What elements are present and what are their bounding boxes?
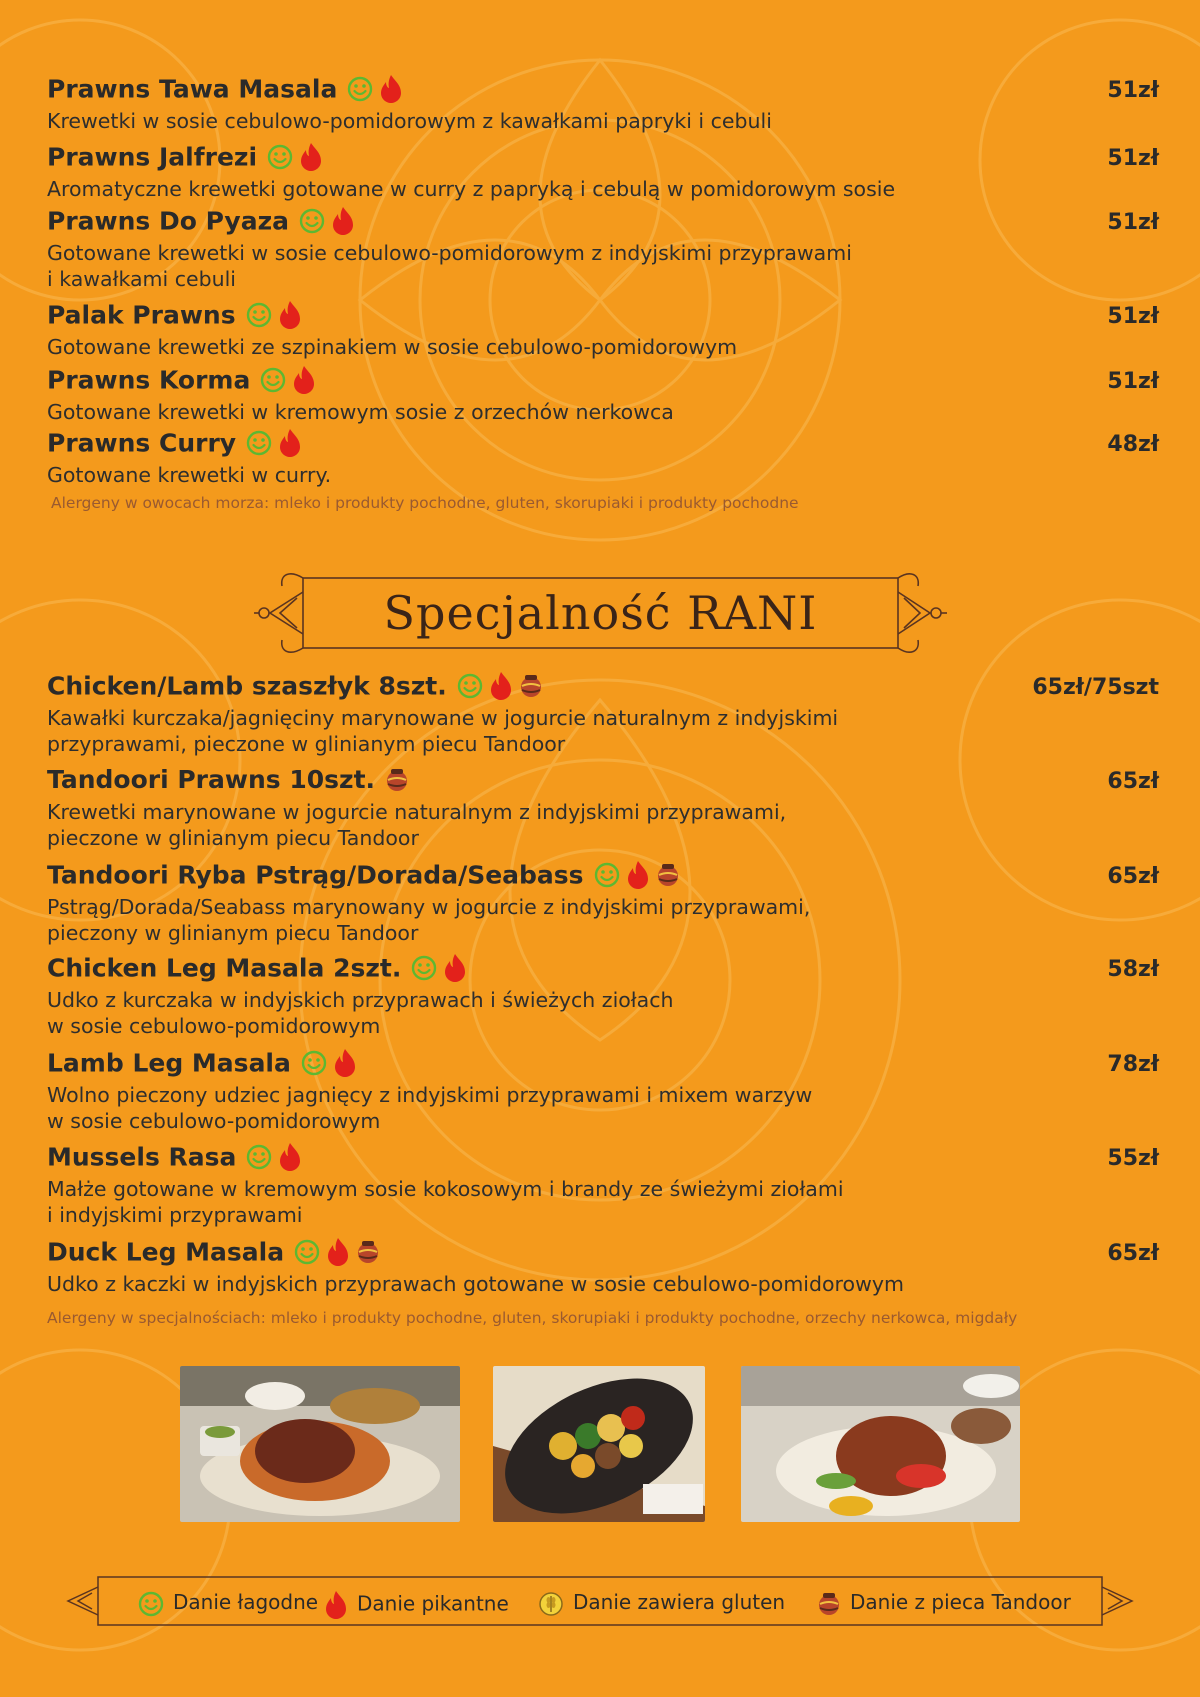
menu-item [47,1048,1159,1134]
legend-label: Danie zawiera gluten [573,1590,786,1614]
item-price: 51zł [1107,210,1159,235]
item-name: Tandoori Prawns 10szt. [47,765,376,794]
item-description: w sosie cebulowo-pomidorowym [47,1109,381,1133]
item-description: przyprawami, pieczone w glinianym piecu Tandoor [47,732,566,756]
item-icons [457,671,549,701]
legend-item [817,1590,1071,1617]
item-description: w sosie cebulowo-pomidorowym [47,1014,381,1038]
smiley-icon [246,1144,275,1170]
legend-label: Danie z pieca Tandoor [850,1590,1071,1614]
item-price: 65zł [1107,864,1159,889]
chili-flame-icon [443,953,470,983]
smiley-icon [294,1239,323,1265]
menu-item [47,1237,1159,1297]
smiley-icon [138,1590,170,1617]
item-description: Pstrąg/Dorada/Seabass marynowany w jogurcie z indyjskimi przyprawami, [47,895,811,919]
shashlik-skewers-photo [493,1366,705,1522]
item-icons [260,365,322,395]
chili-flame-icon [331,206,358,236]
menu-item [47,206,1159,292]
item-price: 65zł [1107,769,1159,794]
legend-label: Danie pikantne [357,1591,509,1616]
chili-flame-icon [326,1237,353,1267]
item-description: Udko z kurczaka w indyjskich przyprawach i świeżych ziołach [47,988,674,1012]
item-price: 78zł [1107,1052,1159,1077]
chicken-leg-photo [741,1366,1020,1522]
section-title-frame [250,570,950,660]
item-name: Lamb Leg Masala [47,1048,291,1078]
chili-flame-icon [278,428,305,458]
section-title: Specjalność RANI [383,586,818,640]
item-name: Prawns Tawa Masala [47,74,338,104]
item-description: i indyjskimi przyprawami [47,1203,303,1227]
tandoor-pot-icon [385,767,412,793]
item-price: 58zł [1107,957,1159,982]
smiley-icon [347,76,376,102]
menu-item [47,428,1159,488]
item-price: 51zł [1107,78,1159,103]
duck-leg-masala-photo [180,1366,460,1522]
item-description: Gotowane krewetki w curry. [47,463,332,487]
item-description: Gotowane krewetki w kremowym sosie z orzechów nerkowca [47,400,674,424]
item-description: Aromatyczne krewetki gotowane w curry z papryką i cebulą w pomidorowym sosie [47,177,896,201]
chili-flame-icon [292,365,319,395]
item-price: 51zł [1107,369,1159,394]
item-description: Udko z kaczki w indyjskich przyprawach gotowane w sosie cebulowo-pomidorowym [47,1272,904,1296]
smiley-icon [594,862,623,888]
item-icons [594,860,686,890]
item-icons [246,300,308,330]
item-description: Krewetki marynowane w jogurcie naturalnym z indyjskimi przyprawami, [47,800,787,824]
menu-item [47,860,1159,946]
wheat-gluten-icon [538,1590,570,1617]
chili-flame-icon [299,142,326,172]
tandoor-pot-icon [817,1590,847,1617]
tandoor-pot-icon [519,673,546,699]
item-name: Prawns Curry [47,428,237,458]
smiley-icon [457,673,486,699]
menu-item [47,953,1159,1039]
smiley-icon [267,144,296,170]
item-icons [411,953,473,983]
chili-flame-icon [489,671,516,701]
item-name: Tandoori Ryba Pstrąg/Dorada/Seabass [47,860,584,890]
smiley-icon [246,430,275,456]
item-icons [301,1048,363,1078]
item-icons [294,1237,386,1267]
item-name: Prawns Do Pyaza [47,206,290,236]
item-description: pieczony w glinianym piecu Tandoor [47,921,419,945]
tandoor-pot-icon [356,1239,383,1265]
item-icons [246,1142,308,1172]
item-icons [246,428,308,458]
item-price: 65zł [1107,1241,1159,1266]
menu-item [47,1142,1159,1228]
item-name: Prawns Korma [47,365,251,395]
menu-item [47,671,1159,757]
item-name: Duck Leg Masala [47,1237,285,1267]
chili-flame-icon [278,1142,305,1172]
smiley-icon [246,302,275,328]
menu-item [47,74,1159,134]
smiley-icon [411,955,440,981]
item-description: i kawałkami cebuli [47,267,236,291]
item-price: 48zł [1107,432,1159,457]
item-icons [299,206,361,236]
item-description: Gotowane krewetki ze szpinakiem w sosie cebulowo-pomidorowym [47,335,738,359]
item-icons [385,767,415,793]
seafood-allergen-note: Alergeny w owocach morza: mleko i produkty pochodne, gluten, skorupiaki i produkty pochodne [51,494,799,512]
item-icons [267,142,329,172]
item-price: 51zł [1107,304,1159,329]
menu-item [47,365,1159,425]
smiley-icon [301,1050,330,1076]
item-name: Chicken Leg Masala 2szt. [47,953,402,983]
item-description: Małże gotowane w kremowym sosie kokosowym i brandy ze świeżymi ziołami [47,1177,844,1201]
item-icons [347,74,409,104]
item-name: Prawns Jalfrezi [47,142,258,172]
chili-flame-icon [626,860,653,890]
item-name: Palak Prawns [47,300,236,330]
smiley-icon [299,208,328,234]
chili-flame-icon [333,1048,360,1078]
item-description: Kawałki kurczaka/jagnięciny marynowane w jogurcie naturalnym z indyjskimi [47,706,839,730]
specials-allergen-note: Alergeny w specjalnościach: mleko i produkty pochodne, gluten, skorupiaki i produkty pochodne, orzechy nerkowca, migdały [47,1309,1018,1327]
legend-item [324,1590,509,1620]
item-description: Gotowane krewetki w sosie cebulowo-pomidorowym z indyjskimi przyprawami [47,241,852,265]
tandoor-pot-icon [656,862,683,888]
chili-flame-icon [379,74,406,104]
item-description: pieczone w glinianym piecu Tandoor [47,826,419,850]
item-name: Mussels Rasa [47,1142,237,1172]
legend-label: Danie łagodne [173,1590,319,1614]
legend-item [538,1590,785,1617]
legend-item [138,1590,318,1617]
item-price: 55zł [1107,1146,1159,1171]
icon-legend [60,1575,1140,1629]
item-name: Chicken/Lamb szaszłyk 8szt. [47,671,447,701]
item-description: Krewetki w sosie cebulowo-pomidorowym z kawałkami papryki i cebuli [47,109,772,133]
chili-flame-icon [324,1590,354,1620]
menu-item [47,765,1159,851]
menu-item [47,300,1159,360]
item-price: 51zł [1107,146,1159,171]
item-description: Wolno pieczony udziec jagnięcy z indyjskimi przyprawami i mixem warzyw [47,1083,813,1107]
chili-flame-icon [278,300,305,330]
smiley-icon [260,367,289,393]
item-price: 65zł/75szt [1032,675,1159,700]
menu-item [47,142,1159,202]
